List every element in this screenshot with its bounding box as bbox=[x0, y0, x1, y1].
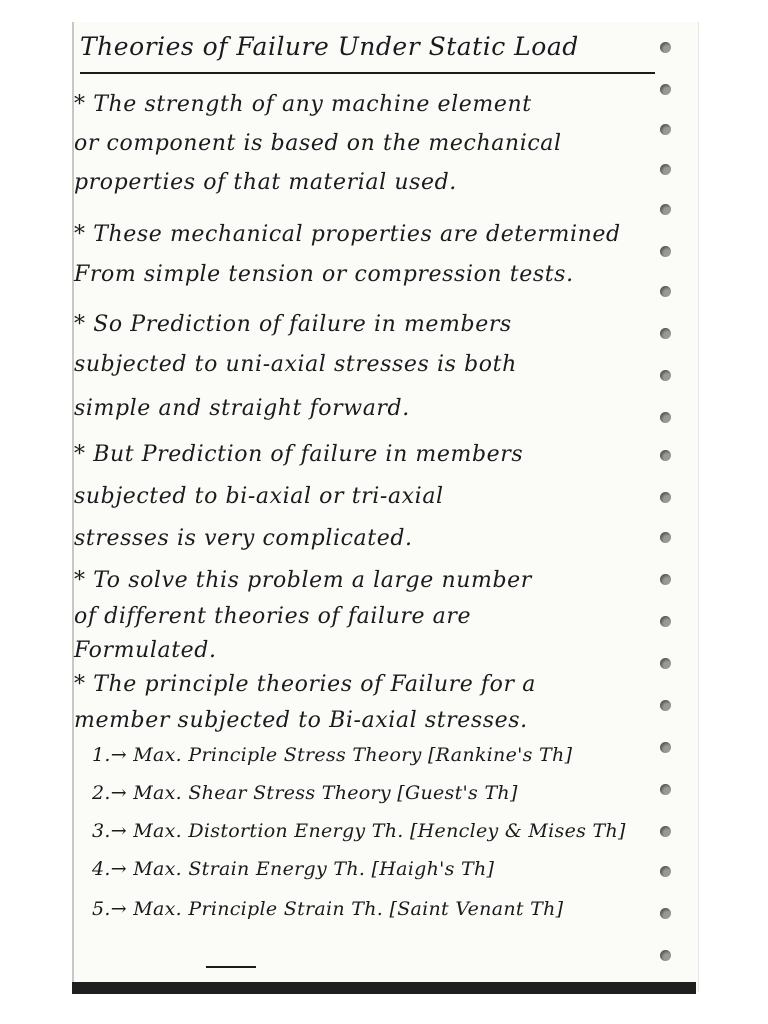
note-line: * These mechanical properties are determined bbox=[74, 222, 621, 247]
binder-hole-icon bbox=[660, 246, 671, 257]
binder-hole-icon bbox=[660, 124, 671, 135]
note-line: * To solve this problem a large number bbox=[74, 568, 532, 593]
binder-hole-icon bbox=[660, 328, 671, 339]
title-underline bbox=[80, 72, 655, 74]
binder-hole-icon bbox=[660, 866, 671, 877]
binder-hole-icon bbox=[660, 616, 671, 627]
binder-hole-icon bbox=[660, 700, 671, 711]
binder-hole-icon bbox=[660, 164, 671, 175]
binder-hole-icon bbox=[660, 42, 671, 53]
binder-hole-icon bbox=[660, 826, 671, 837]
note-line: Formulated. bbox=[74, 638, 217, 663]
note-line: stresses is very complicated. bbox=[74, 526, 413, 551]
binder-hole-icon bbox=[660, 84, 671, 95]
binder-hole-icon bbox=[660, 908, 671, 919]
note-line: * But Prediction of failure in members bbox=[74, 442, 524, 467]
binder-hole-icon bbox=[660, 370, 671, 381]
binder-hole-icon bbox=[660, 450, 671, 461]
page-bottom-edge bbox=[72, 982, 696, 994]
theory-list-item: 3.→ Max. Distortion Energy Th. [Hencley & Mises Th] bbox=[92, 820, 626, 842]
binder-hole-icon bbox=[660, 574, 671, 585]
note-line: properties of that material used. bbox=[74, 170, 457, 195]
theory-list-item: 2.→ Max. Shear Stress Theory [Guest's Th] bbox=[92, 782, 518, 804]
binder-hole-icon bbox=[660, 412, 671, 423]
page-title: Theories of Failure Under Static Load bbox=[80, 32, 579, 61]
binder-holes bbox=[660, 36, 680, 966]
end-dash bbox=[206, 966, 256, 968]
binder-hole-icon bbox=[660, 492, 671, 503]
note-line: member subjected to Bi-axial stresses. bbox=[74, 708, 528, 733]
binder-hole-icon bbox=[660, 950, 671, 961]
note-line: * The strength of any machine element bbox=[74, 92, 532, 117]
binder-hole-icon bbox=[660, 532, 671, 543]
note-line: subjected to uni-axial stresses is both bbox=[74, 352, 517, 377]
binder-hole-icon bbox=[660, 658, 671, 669]
theory-list-item: 5.→ Max. Principle Strain Th. [Saint Venant Th] bbox=[92, 898, 564, 920]
note-line: or component is based on the mechanical bbox=[74, 131, 562, 156]
note-line: of different theories of failure are bbox=[74, 604, 472, 629]
note-line: simple and straight forward. bbox=[74, 396, 410, 421]
binder-hole-icon bbox=[660, 784, 671, 795]
note-line: * The principle theories of Failure for a bbox=[74, 672, 536, 697]
theory-list-item: 4.→ Max. Strain Energy Th. [Haigh's Th] bbox=[92, 858, 495, 880]
binder-hole-icon bbox=[660, 204, 671, 215]
binder-hole-icon bbox=[660, 742, 671, 753]
theory-list-item: 1.→ Max. Principle Stress Theory [Rankine's Th] bbox=[92, 744, 573, 766]
note-line: subjected to bi-axial or tri-axial bbox=[74, 484, 444, 509]
binder-hole-icon bbox=[660, 286, 671, 297]
note-line: From simple tension or compression tests. bbox=[74, 262, 574, 287]
note-line: * So Prediction of failure in members bbox=[74, 312, 512, 337]
